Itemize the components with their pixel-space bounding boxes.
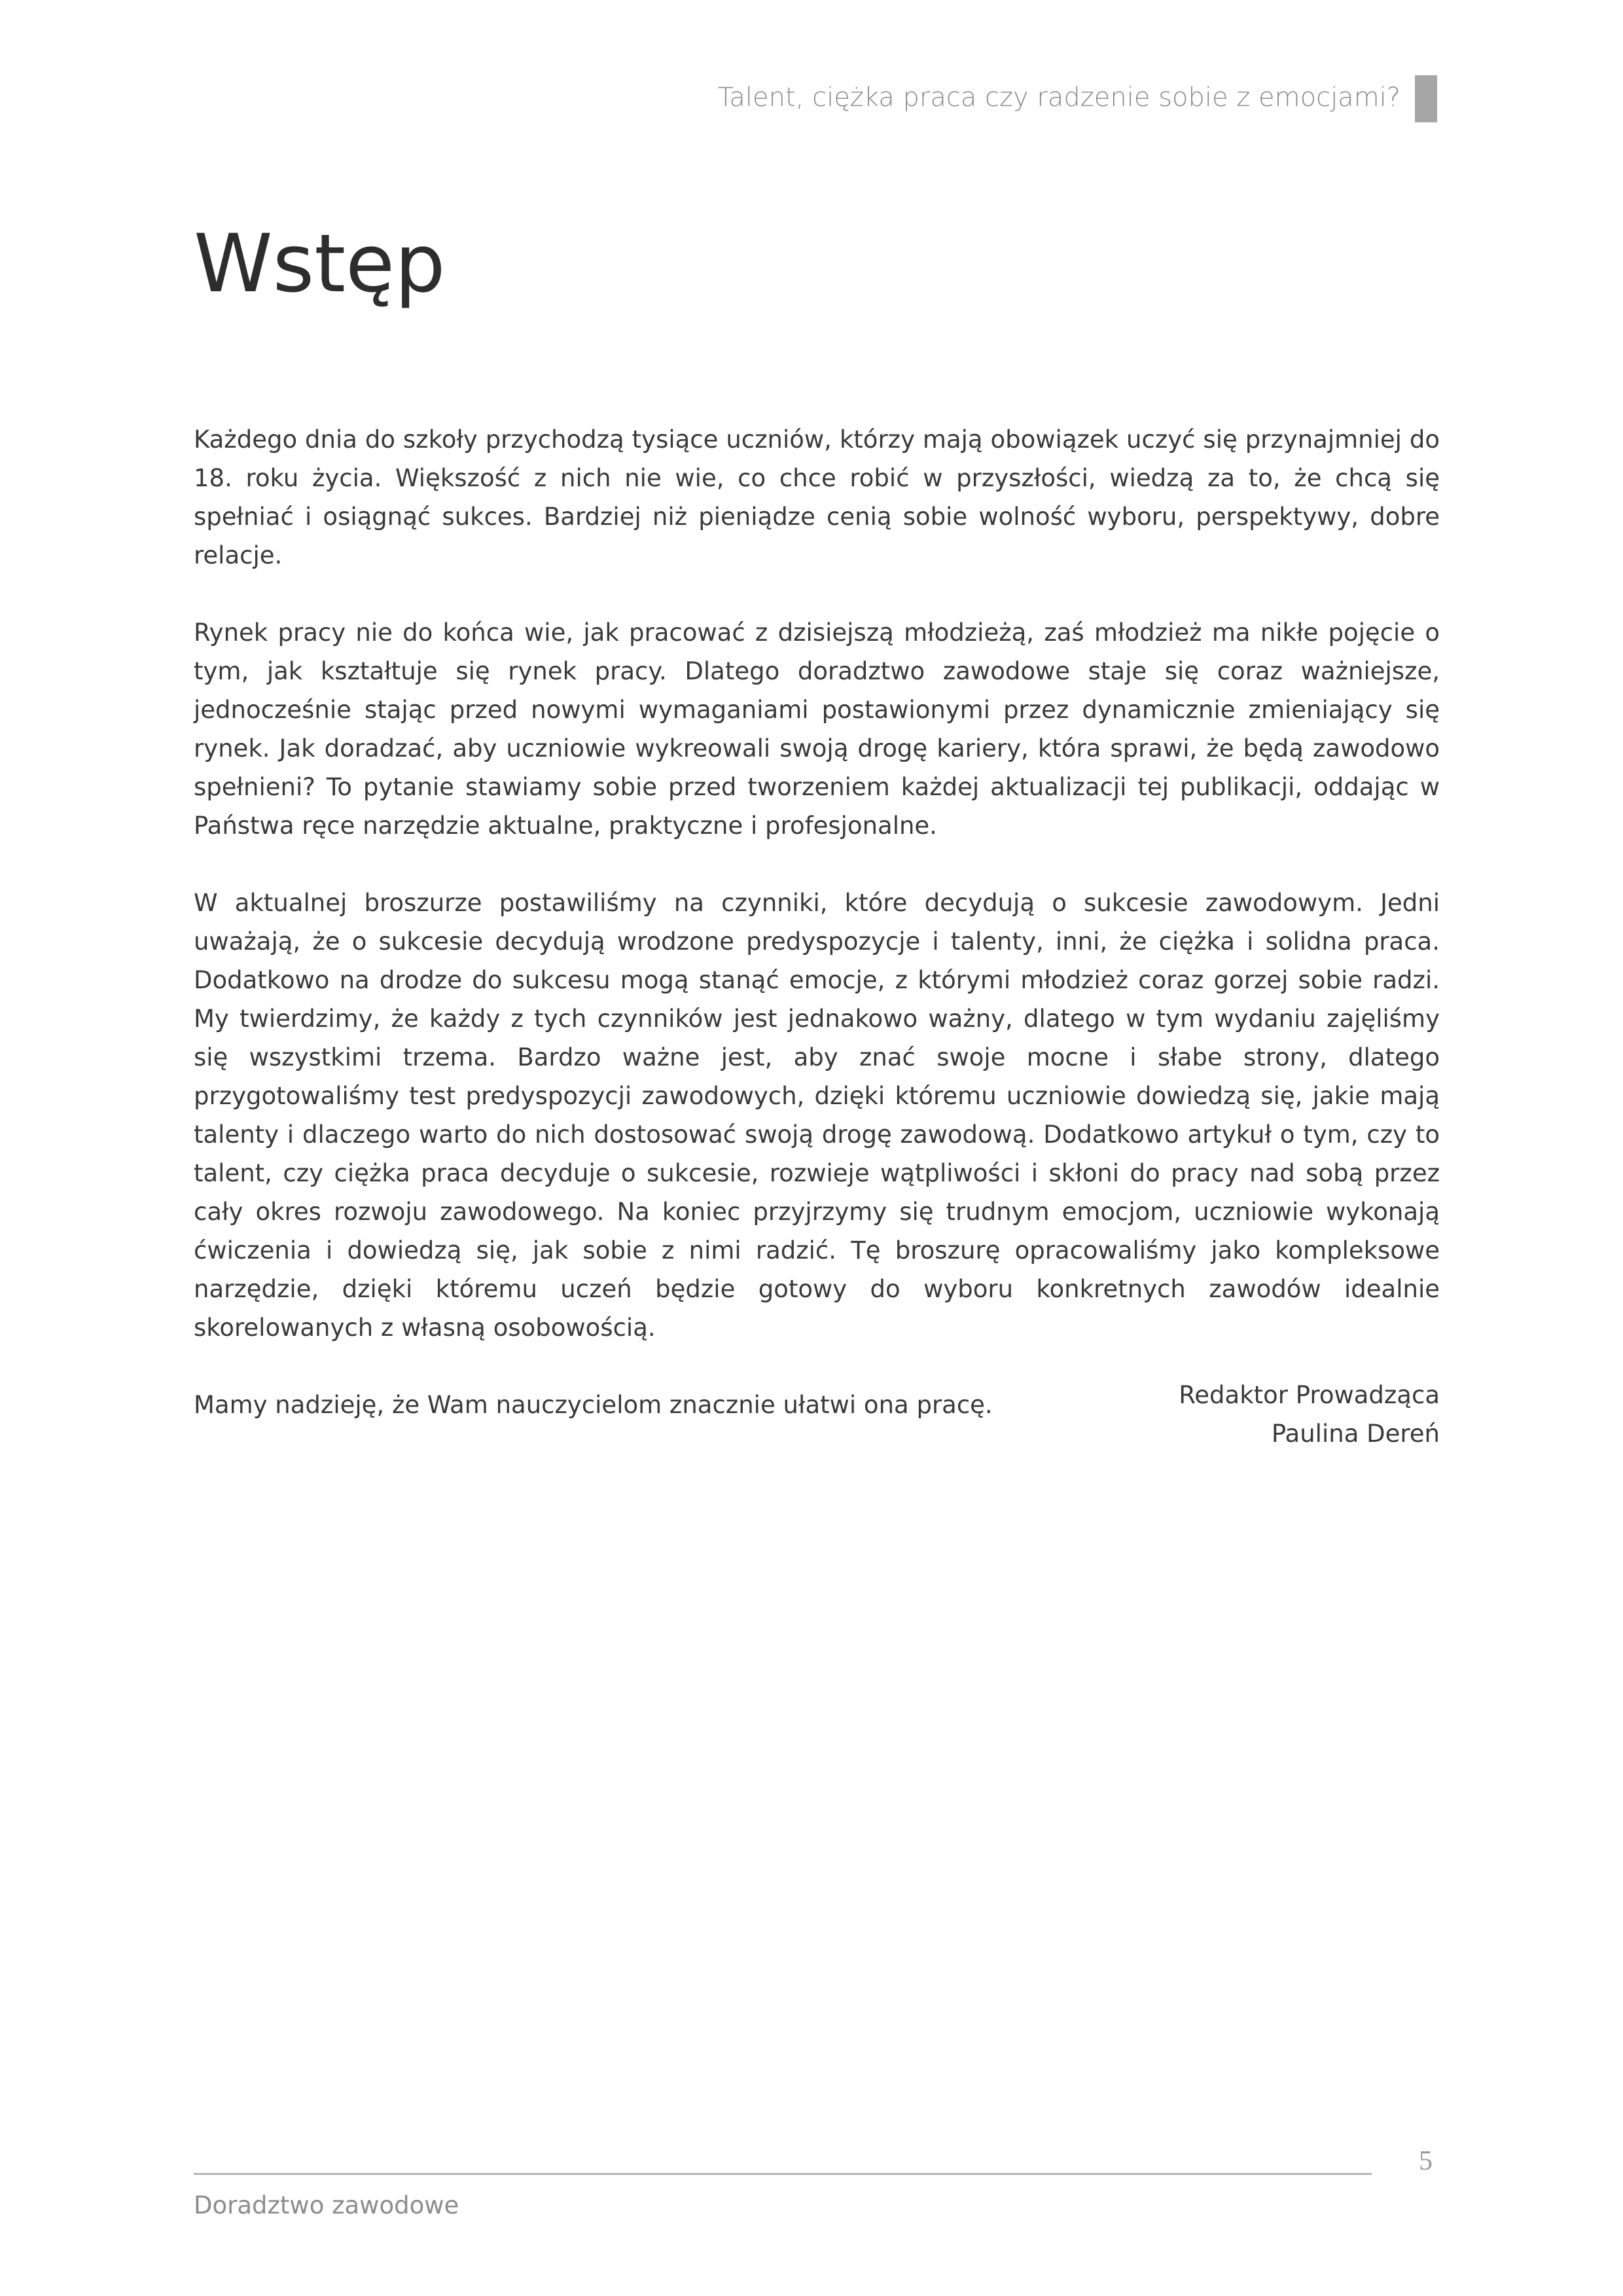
header-marker-bar — [1415, 75, 1437, 122]
signature-role: Redaktor Prowadząca — [1179, 1381, 1440, 1409]
running-header-title: Talent, ciężka praca czy radzenie sobie z emocjami? — [717, 82, 1400, 113]
page-title: Wstęp — [194, 217, 446, 310]
footer-divider — [194, 2173, 1372, 2175]
signature-block — [1179, 1376, 1440, 1453]
paragraph-1: Każdego dnia do szkoły przychodzą tysiące uczniów, którzy mają obowiązek uczyć się przynajmniej do 18. roku życia. Większość z nich nie wie, co chce robić w przyszłości, wiedzą za to, że chcą się spełniać i osiągnąć sukces. Bardziej niż pieniądze cenią sobie wolność wyboru, perspektywy, dobre relacje. — [194, 425, 1440, 569]
body-text — [194, 420, 1440, 1463]
paragraph-4: Mamy nadzieję, że Wam nauczycielom znacznie ułatwi ona pracę. — [194, 1391, 993, 1419]
footer-label: Doradztwo zawodowe — [194, 2191, 459, 2219]
paragraph-2: Rynek pracy nie do końca wie, jak pracować z dzisiejszą młodzieżą, zaś młodzież ma nikłe pojęcie o tym, jak kształtuje się rynek pracy. Dlatego doradztwo zawodowe staje się coraz ważniejsze, jednocześnie stając przed nowymi wymaganiami postawionymi przez dynamicznie zmieniający się rynek. Jak doradzać, aby uczniowie wykreowali swoją drogę kariery, która sprawi, że będą zawodowo spełnieni? To pytanie stawiamy sobie przed tworzeniem każdej aktualizacji tej publikacji, oddając w Państwa ręce narzędzie aktualne, praktyczne i profesjonalne. — [194, 619, 1440, 840]
page-number: 5 — [1419, 2146, 1433, 2176]
signature-name: Paulina Dereń — [1271, 1420, 1440, 1448]
paragraph-3: W aktualnej broszurze postawiliśmy na czynniki, które decydują o sukcesie zawodowym. Jedni uważają, że o sukcesie decydują wrodzone predyspozycje i talenty, inni, że ciężka i solidna praca. Dodatkowo na drodze do sukcesu mogą stanąć emocje, z którymi młodzież coraz gorzej sobie radzi. My twierdzimy, że każdy z tych czynników jest jednakowo ważny, dlatego w tym wydaniu zajęliśmy się wszystkimi trzema. Bardzo ważne jest, aby znać swoje mocne i słabe strony, dlatego przygotowaliśmy test predyspozycji zawodowych, dzięki któremu uczniowie dowiedzą się, jakie mają talenty i dlaczego warto do nich dostosować swoją drogę zawodową. Dodatkowo artykuł o tym, czy to talent, czy ciężka praca decyduje o sukcesie, rozwieje wątpliwości i skłoni do pracy nad sobą przez cały okres rozwoju zawodowego. Na koniec przyjrzymy się trudnym emocjom, uczniowie wykonają ćwiczenia i dowiedzą się, jak sobie z nimi radzić. Tę broszurę opracowaliśmy jako kompleksowe narzędzie, dzięki któremu uczeń będzie gotowy do wyboru konkretnych zawodów idealnie skorelowanych z własną osobowością. — [194, 889, 1440, 1342]
